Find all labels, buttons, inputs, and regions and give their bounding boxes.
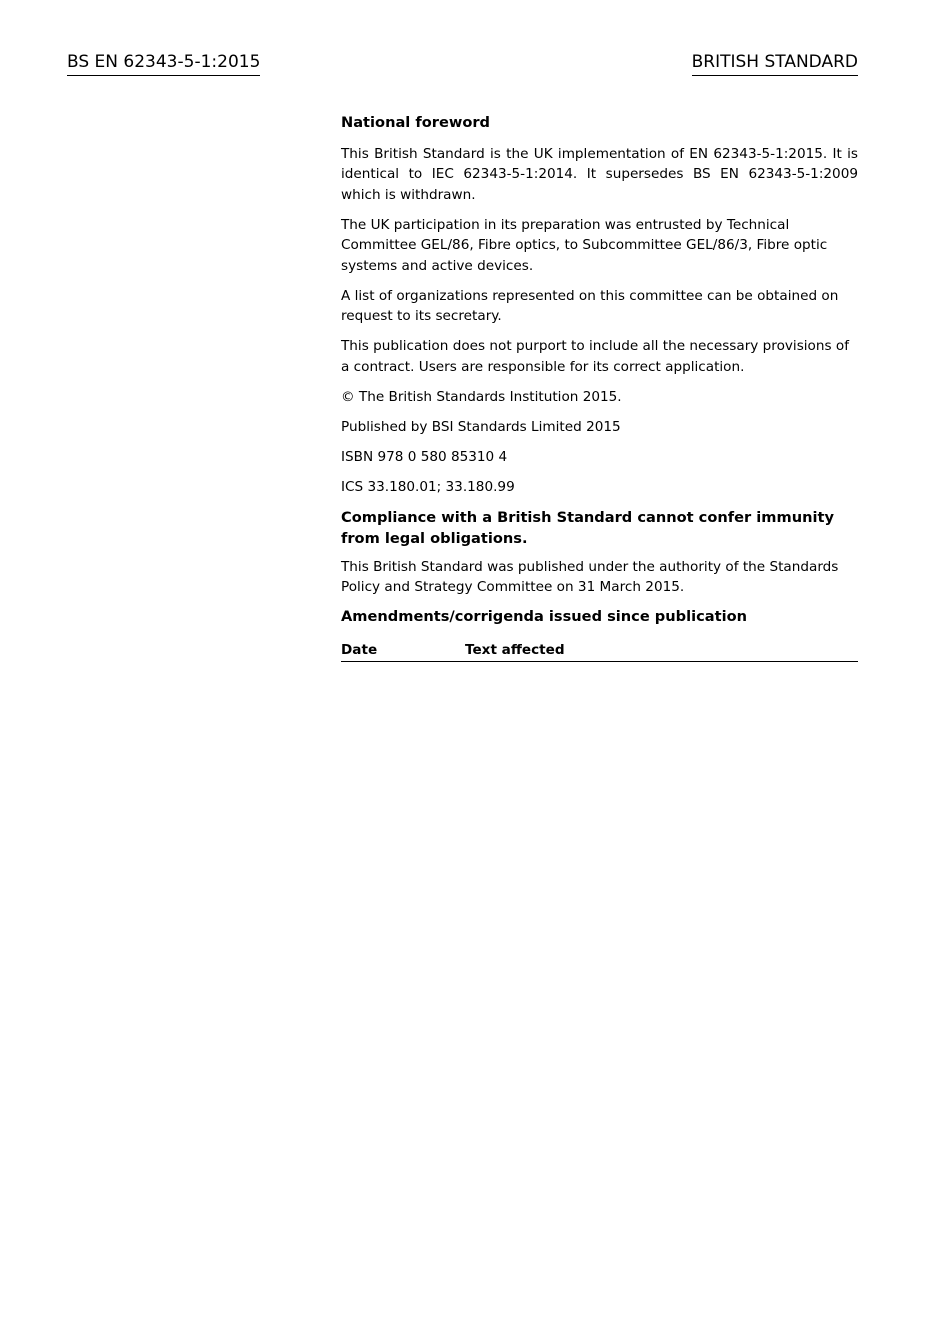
authority-paragraph: This British Standard was published under the authority of the Standards Policy and Strategy Committee on 31 March 2015. [341,558,839,595]
amendments-table [341,640,858,662]
isbn-line: ISBN 978 0 580 85310 4 [341,448,508,465]
foreword-heading: National foreword [341,114,491,131]
ics-line: ICS 33.180.01; 33.180.99 [341,478,515,495]
national-foreword [341,113,858,662]
column-header-text-affected: Text affected [465,640,858,662]
publisher-line: Published by BSI Standards Limited 2015 [341,418,621,435]
compliance-notice: Compliance with a British Standard cannot confer immunity from legal obligations. [341,508,834,547]
foreword-paragraph-committee-list: A list of organizations represented on this committee can be obtained on request to its secretary. [341,287,839,324]
amendments-table-header-row [341,640,858,662]
foreword-paragraph-participation: The UK participation in its preparation was entrusted by Technical Committee GEL/86, Fibre optics, to Subcommittee GEL/86/3, Fibre optic systems and active devices. [341,216,828,274]
standard-type: BRITISH STANDARD [692,50,858,76]
amendments-heading: Amendments/corrigenda issued since publication [341,608,747,625]
column-header-date: Date [341,640,465,662]
document-id: BS EN 62343-5-1:2015 [67,50,260,76]
foreword-paragraph-provisions: This publication does not purport to include all the necessary provisions of a contract. Users are responsible for its correct application. [341,338,849,375]
copyright-line: © The British Standards Institution 2015. [341,388,622,405]
foreword-paragraph-implementation: This British Standard is the UK implementation of EN 62343-5-1:2015. It is identical to IEC 62343-5-1:2014. It supersedes BS EN 62343-5-1:2009 which is withdrawn. [341,145,858,203]
page-header [67,50,858,78]
